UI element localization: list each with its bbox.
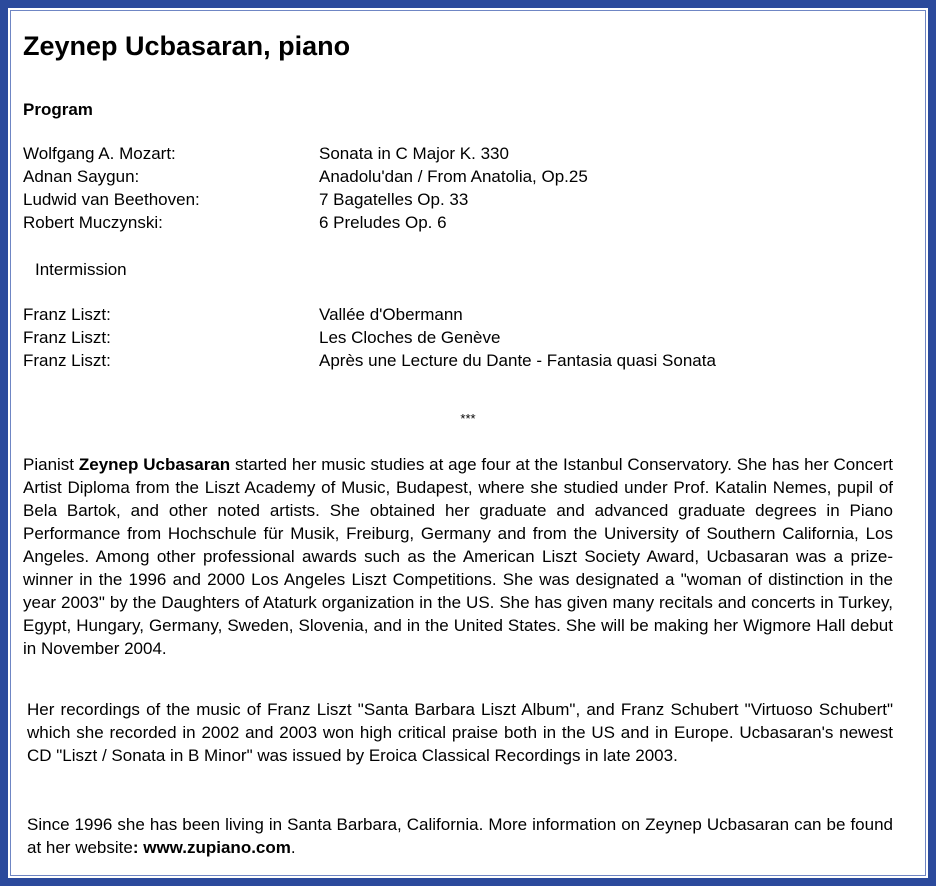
program-first-half — [23, 142, 588, 234]
work: Après une Lecture du Dante - Fantasia quasi Sonata — [319, 351, 716, 370]
program-row — [23, 165, 588, 188]
page-title — [23, 30, 350, 62]
bio-paragraph-1 — [23, 453, 893, 660]
program-row — [23, 349, 716, 372]
composer: Franz Liszt: — [23, 351, 111, 370]
bio-paragraph-2: Her recordings of the music of Franz Liszt "Santa Barbara Liszt Album", and Franz Schubert "Virtuoso Schubert" which she recorded in 2002 and 2003 won high critical praise both in the US and in Europe. Ucbasaran's newest CD "Liszt / Sonata in B Minor" was issued by Eroica Classical Recordings in late 2003. — [27, 700, 893, 765]
program-row — [23, 142, 588, 165]
bio-text: started her music studies at age four at the Istanbul Conservatory. She has her Concert Artist Diploma from the Liszt Academy of Music, Budapest, where she studied under Prof. Katalin Nemes, pupil of Bela Bartok, and other noted artists. She obtained her graduate and advanced graduate degrees in Piano Performance from Hochschule für Musik, Freiburg, Germany and from the University of Southern California, Los Angeles. Among other professional awards such as the American Liszt Society Award, Ucbasaran was a prize-winner in the 1996 and 2000 Los Angeles Liszt Competitions. She was designated a "woman of distinction in the year 2003" by the Daughters of Ataturk organization in the US. She has given many recitals and concerts in Turkey, Egypt, Hungary, Germany, Sweden, Slovenia, and in the United States. She will be making her Wigmore Hall debut in November 2004. — [23, 455, 894, 658]
website-link[interactable]: : www.zupiano.com — [132, 838, 291, 857]
composer: Franz Liszt: — [23, 328, 111, 347]
work: Anadolu'dan / From Anatolia, Op.25 — [319, 167, 588, 186]
performer-name: Zeynep Ucbasaran, — [23, 31, 271, 61]
bio-paragraph-3 — [27, 813, 893, 859]
composer: Robert Muczynski: — [23, 213, 163, 232]
section-separator: *** — [460, 411, 476, 426]
composer: Ludwid van Beethoven: — [23, 190, 200, 209]
work: Vallée d'Obermann — [319, 305, 463, 324]
composer: Franz Liszt: — [23, 305, 111, 324]
performer-instrument: piano — [270, 31, 351, 61]
work: 7 Bagatelles Op. 33 — [319, 190, 469, 209]
composer: Wolfgang A. Mozart: — [23, 144, 176, 163]
composer: Adnan Saygun: — [23, 167, 140, 186]
program-row — [23, 211, 588, 234]
intermission-label: Intermission — [35, 260, 127, 279]
work: 6 Preludes Op. 6 — [319, 213, 447, 232]
program-row — [23, 303, 716, 326]
program-second-half — [23, 303, 716, 372]
bio-text: Since 1996 she has been living in Santa Barbara, California. More information on Zeynep Ucbasaran can be found at her website — [27, 815, 893, 857]
work: Sonata in C Major K. 330 — [319, 144, 509, 163]
work: Les Cloches de Genève — [319, 328, 501, 347]
program-row — [23, 188, 588, 211]
bio-prefix: Pianist — [23, 455, 79, 474]
program-row — [23, 326, 716, 349]
bio-end: . — [290, 838, 296, 857]
bio-name: Zeynep Ucbasaran — [78, 455, 231, 474]
program-heading: Program — [23, 100, 93, 119]
